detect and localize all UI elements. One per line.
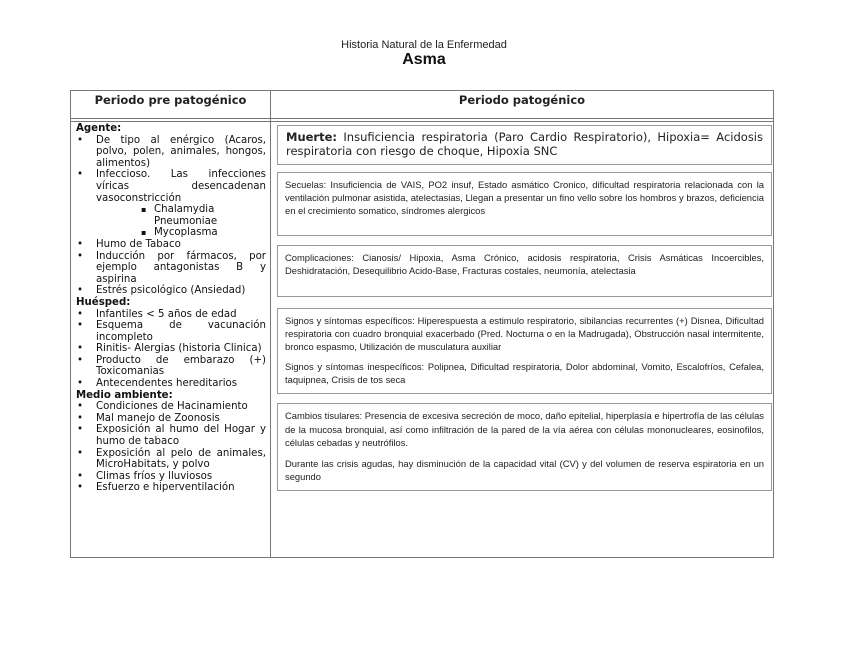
signos-especificos-text: Signos y síntomas específicos: Hiperespuesta a estimulo respiratorio, sibilancias recurrentes (+) Disnea, Dificultad respiratoria con cuadro bronquial exacerbado (Pred. Nocturna o en la Madrugada), Obstrucción nasal intermitente, bronco espasmo, Utilización de musculatura auxiliar <box>285 315 764 352</box>
list-item: • Inducción por fármacos, por ejemplo antagonistas B y aspirina <box>76 251 266 286</box>
column-header-prepatogenico: Periodo pre patogénico <box>94 93 247 107</box>
column-header-patogenico: Periodo patogénico <box>458 93 586 107</box>
muerte-label: Muerte: <box>286 130 337 144</box>
agente-list <box>76 135 266 297</box>
agente-title: Agente: <box>76 123 122 134</box>
list-item <box>76 169 266 239</box>
list-item: • Antecendentes hereditarios <box>76 378 266 390</box>
cambios-tisulares-box <box>277 403 772 491</box>
cambios-tisulares-text: Cambios tisulares: Presencia de excesiva secreción de moco, daño epitelial, hiperplasía e hipertrofía de las células de la mucosa bronquial, así como infiltración de la pared de la vía aérea con células mononucleares, eosinofilos, células cebadas y neutrófilos. <box>285 410 764 448</box>
muerte-paragraph <box>286 130 763 158</box>
secuelas-text: Secuelas: Insuficiencia de VAIS, PO2 insuf, Estado asmático Cronico, dificultad respiratoria relacionada con la ventilación pulmonar asistida, atelectasias, Llegan a presentar un fino vello sobre los hombros y brazos, deficiencia en el crecimiento somatico, síndromes alergicos <box>285 179 764 216</box>
list-item: • Esfuerzo e hiperventilación <box>76 482 266 494</box>
header-divider <box>70 118 774 119</box>
header-divider-double <box>70 121 774 122</box>
crisis-agudas-text: Durante las crisis agudas, hay disminución de la capacidad vital (CV) y del volumen de reserva espiratoria en un segundo <box>285 457 764 482</box>
list-item: • Exposición al humo del Hogar y humo de tabaco <box>76 424 266 447</box>
secuelas-box <box>277 172 772 236</box>
huesped-title: Huésped: <box>76 296 131 308</box>
column-divider <box>270 90 271 558</box>
list-item: • Humo de Tabaco <box>76 239 266 251</box>
complicaciones-text: Complicaciones: Cianosis/ Hipoxia, Asma Crónico, acidosis respiratoria, Crisis Asmáticas Incoercibles, Deshidratación, Desequilibrio Acido-Base, Fracturas costales, neumonía, atelectasia <box>285 252 764 276</box>
document-title: Asma <box>402 51 446 68</box>
signos-sintomas-box <box>277 308 772 394</box>
list-item: • Mal manejo de Zoonosis <box>76 413 266 425</box>
list-item: • Exposición al pelo de animales, MicroHabitats, y polvo <box>76 448 266 471</box>
list-item: • Estrés psicológico (Ansiedad) <box>76 285 266 297</box>
list-item-text: Infeccioso. Las infecciones víricas desencadenan vasoconstricción <box>96 169 266 204</box>
list-item: • Rinitis- Alergias (historia Clinica) <box>76 343 266 355</box>
list-item: • Infantiles < 5 años de edad <box>76 309 266 321</box>
medio-ambiente-title: Medio ambiente: <box>76 389 173 401</box>
prepatogenico-column <box>76 123 266 494</box>
sub-list-item: ▪ Mycoplasma <box>96 227 266 239</box>
muerte-box <box>277 125 772 165</box>
complicaciones-box <box>277 245 772 297</box>
huesped-list <box>76 309 266 390</box>
signos-inespecificos-text: Signos y síntomas inespecíficos: Polipnea, Dificultad respiratoria, Dolor abdominal, Vomito, Escalofríos, Cefalea, taquipnea, Crisis de tos seca <box>285 361 764 385</box>
list-item: • Climas fríos y lluviosos <box>76 471 266 483</box>
document-subtitle: Historia Natural de la Enfermedad <box>341 39 507 51</box>
list-item: • Condiciones de Hacinamiento <box>76 401 266 413</box>
muerte-text: Insuficiencia respiratoria (Paro Cardio Respiratorio), Hipoxia= Acidosis respiratoria con riesgo de choque, Hipoxia SNC <box>286 130 763 158</box>
list-item: • Esquema de vacunación incompleto <box>76 320 266 343</box>
agente-sublist <box>96 204 266 239</box>
medio-ambiente-list <box>76 401 266 494</box>
list-item: • De tipo al enérgico (Acaros, polvo, polen, animales, hongos, alimentos) <box>76 135 266 170</box>
sub-list-item: ▪ Chalamydia Pneumoniae <box>96 204 266 227</box>
list-item: • Producto de embarazo (+) Toxicomanias <box>76 355 266 378</box>
